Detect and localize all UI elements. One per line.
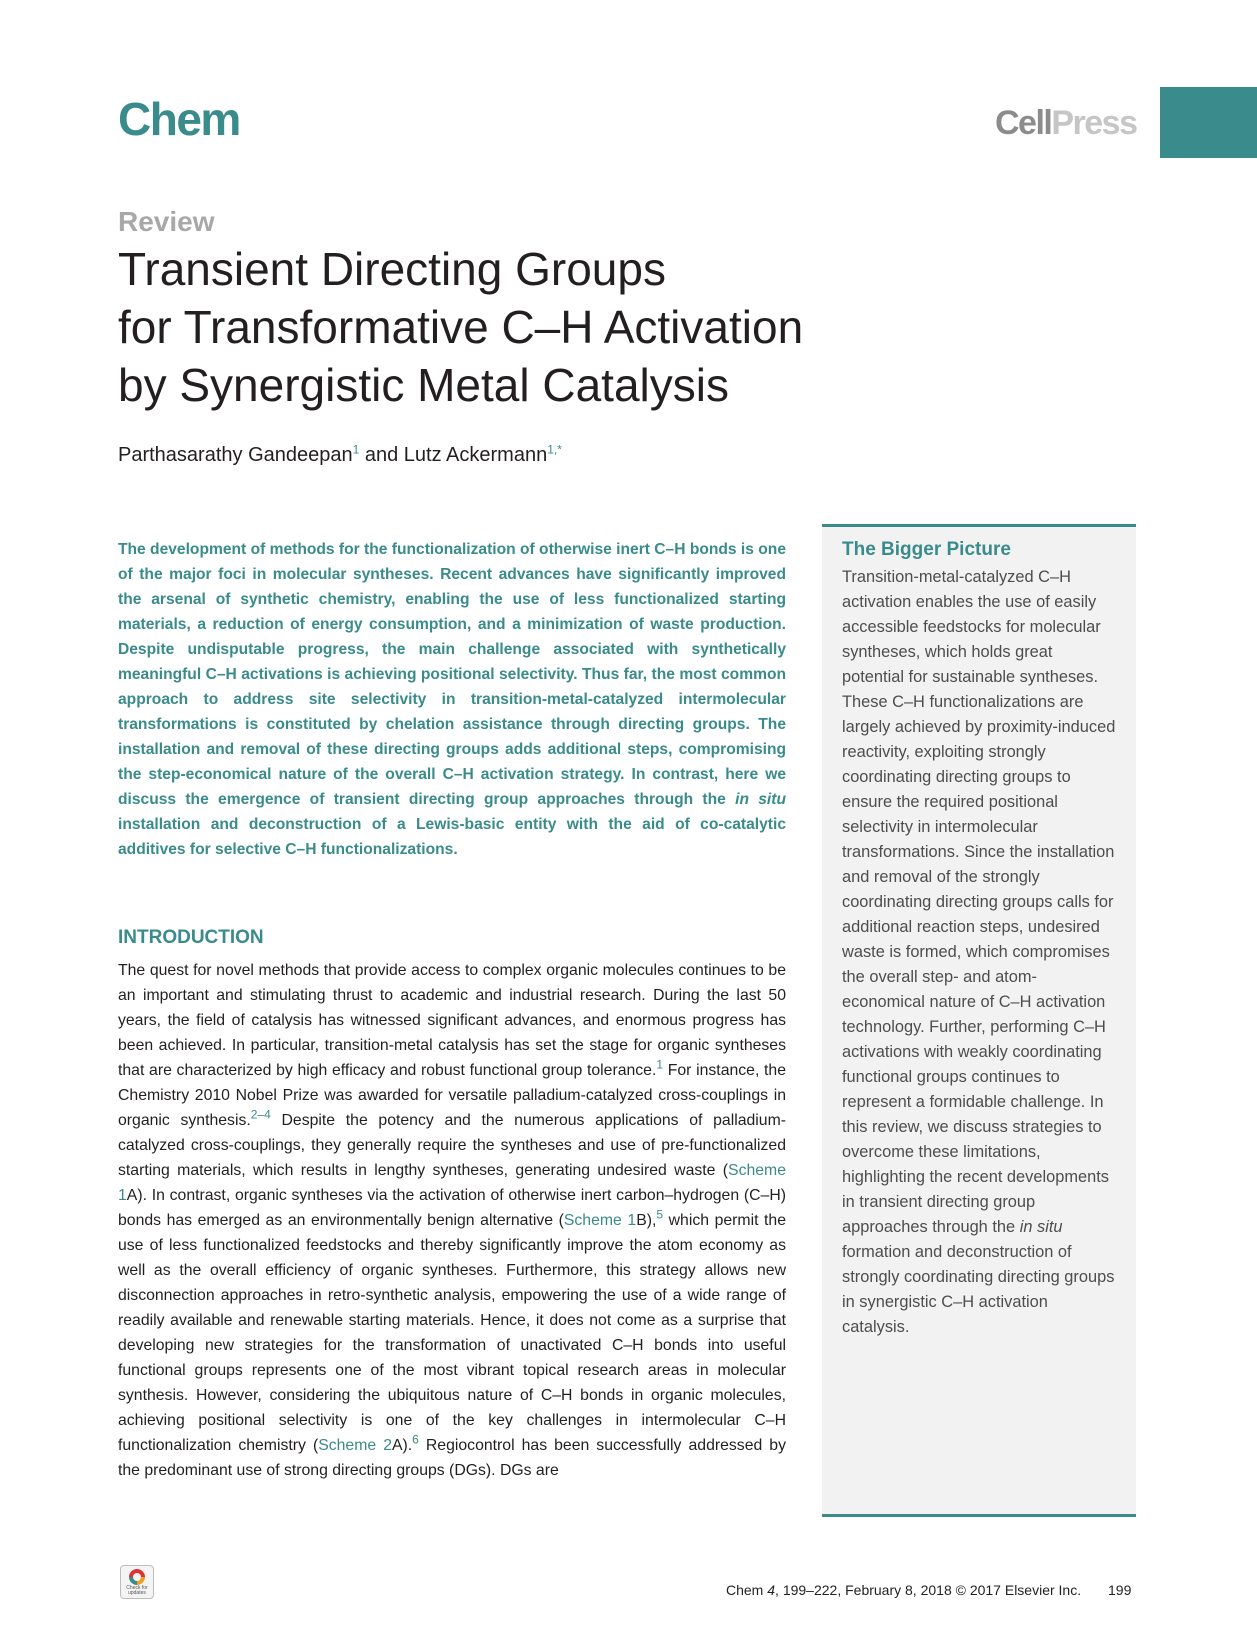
- journal-logo: Chem: [118, 93, 240, 145]
- page-number: 199: [1108, 1582, 1132, 1598]
- affiliation-marker[interactable]: 1: [352, 442, 360, 457]
- body-text: which permit the use of less functionalized feedstocks and thereby significantly improve the atom economy as well as the overall efficiency of organic syntheses. Furthermore, this strategy allows new disconnection approaches in retro-synthetic analysis, empowering the use of a wide range of readily available and renewable starting materials. Hence, it does not come as a surprise that developing new strategies for the transformation of unactivated C–H bonds into useful functional groups represents one of the most vibrant topical research areas in molecular synthesis. However, considering the ubiquitous nature of C–H bonds in organic molecules, achieving positional selectivity is one of the key challenges in intermolecular C–H functionalization chemistry (: [118, 1212, 787, 1454]
- introduction-body: [118, 958, 786, 1483]
- body-text: Despite the potency and the numerous applications of palladium-catalyzed cross-couplings, they generally require the syntheses and use of pre-functionalized starting materials, which results in lengthy syntheses, generating undesired waste (: [118, 1112, 787, 1179]
- reference-link[interactable]: 5: [656, 1207, 664, 1222]
- title-line: Transient Directing Groups: [118, 243, 666, 295]
- sidebar-heading: The Bigger Picture: [842, 539, 1011, 560]
- corner-color-tab: [1160, 87, 1257, 158]
- body-text: The quest for novel methods that provide access to complex organic molecules continues to be an important and stimulating thrust to academic and industrial research. During the last 50 years, the field of catalysis has witnessed significant advances, and enormous progress has been achieved. In particular, transition-metal catalysis has set the stage for organic syntheses that are characterized by high efficacy and robust functional group tolerance.: [118, 962, 786, 1079]
- scheme-link[interactable]: Scheme 1: [118, 1162, 786, 1204]
- publisher-logo: [995, 104, 1137, 143]
- abstract-italic: in situ: [735, 791, 786, 808]
- body-text: A). In contrast, organic syntheses via the activation of otherwise inert carbon–hydrogen (C–H) bonds has emerged as an environmentally benign alternative (: [118, 1187, 786, 1229]
- title-line: by Synergistic Metal Catalysis: [118, 359, 729, 411]
- article-type: Review: [118, 206, 215, 237]
- sidebar-paragraph: formation and deconstruction of strongly coordinating directing groups in synergistic C–H activation catalysis.: [842, 1243, 1115, 1336]
- sidebar-text: [842, 565, 1116, 1340]
- publisher-logo-press: Press: [1051, 104, 1137, 142]
- footer-citation-rest: , 199–222, February 8, 2018 © 2017 Elsevier Inc.: [775, 1582, 1082, 1598]
- abstract-text: installation and deconstruction of a Lewis-basic entity with the aid of co-catalytic additives for selective C–H functionalizations.: [118, 816, 786, 858]
- check-for-updates-icon: [129, 1569, 145, 1585]
- publisher-logo-cell: Cell: [995, 104, 1052, 142]
- footer-citation: [726, 1582, 1081, 1598]
- bigger-picture-sidebar: [822, 524, 1136, 1517]
- sidebar-italic: in situ: [1019, 1218, 1063, 1236]
- scheme-link[interactable]: Scheme 2: [318, 1437, 392, 1454]
- check-for-updates-badge[interactable]: [120, 1565, 154, 1599]
- body-text: For instance, the Chemistry 2010 Nobel Prize was awarded for versatile palladium-catalyzed cross-couplings in organic synthesis.: [118, 1062, 786, 1129]
- author-name: Lutz Ackermann: [403, 444, 548, 466]
- author-name: Parthasarathy Gandeepan: [118, 444, 353, 466]
- section-heading-introduction: INTRODUCTION: [118, 927, 264, 948]
- sidebar-paragraph: Transition-metal-catalyzed C–H activation enables the use of easily accessible feedstocks for molecular syntheses, which holds great potential for sustainable syntheses. These C–H functionalizations are largely achieved by proximity-induced reactivity, exploiting strongly coordinating directing groups to ensure the required positional selectivity in intermolecular transformations. Since the installation and removal of the strongly coordinating directing groups calls for additional reaction steps, undesired waste is formed, which compromises the overall step- and atom-economical nature of C–H activation technology. Further, performing C–H activations with weakly coordinating functional groups continues to represent a formidable challenge. In this review, we discuss strategies to overcome these limitations, highlighting the recent developments in transient directing group approaches through the: [842, 568, 1116, 1236]
- badge-label: Check for updates: [126, 1585, 148, 1596]
- reference-link[interactable]: 1: [656, 1057, 664, 1072]
- author-list: [118, 444, 562, 467]
- abstract: [118, 537, 786, 862]
- footer-volume: 4: [767, 1582, 776, 1598]
- body-text: B),: [636, 1212, 657, 1229]
- body-text: A).: [391, 1437, 413, 1454]
- footer-journal: Chem: [726, 1582, 764, 1598]
- body-text: Regiocontrol has been successfully addressed by the predominant use of strong directing groups (DGs). DGs are: [118, 1437, 786, 1479]
- reference-link[interactable]: 6: [412, 1432, 419, 1447]
- scheme-link[interactable]: Scheme 1: [563, 1212, 637, 1229]
- title-line: for Transformative C–H Activation: [118, 301, 804, 353]
- article-title: [118, 240, 938, 414]
- author-separator: and: [359, 444, 404, 466]
- reference-link[interactable]: 2–4: [250, 1107, 271, 1122]
- affiliation-marker[interactable]: 1,*: [547, 442, 562, 457]
- abstract-text: The development of methods for the functionalization of otherwise inert C–H bonds is one of the major foci in molecular syntheses. Recent advances have significantly improved the arsenal of synthetic chemistry, enabling the use of less functionalized starting materials, a reduction of energy consumption, and a minimization of waste production. Despite undisputable progress, the main challenge associated with synthetically meaningful C–H activations is achieving positional selectivity. Thus far, the most common approach to address site selectivity in transition-metal-catalyzed intermolecular transformations is constituted by chelation assistance through directing groups. The installation and removal of these directing groups adds additional steps, compromising the step-economical nature of the overall C–H activation strategy. In contrast, here we discuss the emergence of transient directing group approaches through the: [118, 541, 786, 808]
